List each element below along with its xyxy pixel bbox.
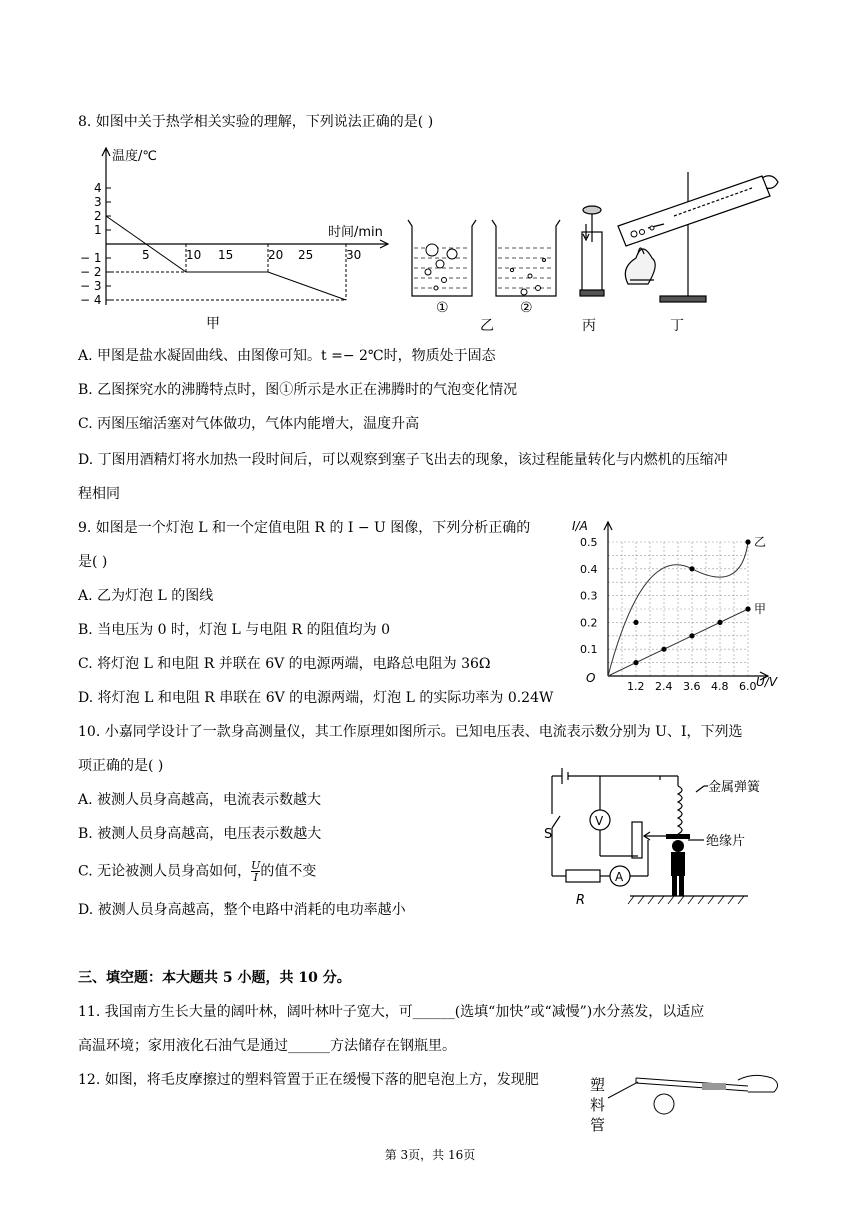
q10-stem-line1: 10. 小嘉同学设计了一款身高测量仪，其工作原理如图所示。已知电压表、电流表示数分别为 U、I，下列选 (78, 724, 743, 740)
q8-option-b: B. 乙图探究水的沸腾特点时，图①所示是水正在沸腾时的气泡变化情况 (78, 382, 518, 398)
q9-iu-chart (568, 512, 788, 692)
ytick-label: 0.4 (580, 562, 598, 576)
ytick-label: 1 (94, 223, 102, 237)
series-jia-label: 甲 (754, 602, 767, 616)
spring-label: 金属弹簧 (708, 780, 761, 795)
ytick-label: 0.3 (580, 589, 598, 603)
q10-circuit-diagram (544, 764, 788, 912)
q10-option-c-text: C. 无论被测人员身高如何， (78, 863, 252, 880)
q9-option-c: C. 将灯泡 L 和电阻 R 并联在 6V 的电源两端，电路总电阻为 36Ω (78, 656, 491, 672)
ytick-label: 0.5 (580, 536, 598, 549)
xtick-label: 1.2 (627, 680, 645, 693)
xtick-label: 5 (142, 248, 150, 262)
data-point (689, 566, 694, 571)
data-point (633, 620, 638, 625)
beaker-label-1: ① (436, 300, 449, 316)
voltmeter-label: V (595, 814, 604, 828)
q9-option-a: A. 乙为灯泡 L 的图线 (78, 588, 214, 604)
q11-line1: 11. 我国南方生长大量的阔叶林，阔叶林叶子宽大，可______(选填“加快”或“减慢”)水分蒸发，以适应 (78, 1004, 705, 1020)
q8-test-tube-figure (612, 168, 782, 342)
q11-line2: 高温环境；家用液化石油气是通过______方法储存在钢瓶里。 (78, 1038, 456, 1054)
beaker-label-2: ② (520, 300, 533, 316)
ytick-label: 4 (94, 181, 102, 195)
xtick-label: 6.0 (739, 680, 757, 693)
q10-option-c (78, 860, 316, 883)
switch-label: S (544, 827, 553, 842)
data-point (633, 660, 638, 665)
data-point (661, 647, 666, 652)
section-title: 三、填空题：本大题共 5 小题，共 10 分。 (78, 970, 351, 986)
q8-option-d: D. 丁图用酒精灯将水加热一段时间后，可以观察到塞子飞出去的现象，该过程能量转化与内燃机的压缩冲 (78, 452, 728, 468)
q8-graph-ylabel: 温度/℃ (112, 149, 157, 164)
ytick-label: 2 (94, 209, 102, 223)
q9-option-b: B. 当电压为 0 时，灯泡 L 与电阻 R 的阻值均为 0 (78, 622, 390, 638)
page-footer: 第 3页，共 16页 (384, 1148, 476, 1162)
q9-chart-ylabel: I/A (572, 519, 588, 533)
q9-stem-line2: 是( ) (78, 554, 108, 570)
tube-label-char: 管 (590, 1116, 606, 1134)
q9-chart-xlabel: U/V (756, 675, 778, 689)
ammeter-label: A (615, 870, 624, 884)
q10-option-d: D. 被测人员身高越高，整个电路中消耗的电功率越小 (78, 902, 406, 918)
ytick-label: − 1 (80, 251, 102, 265)
xtick-label: 25 (298, 248, 314, 262)
insulator-label: 绝缘片 (706, 834, 746, 849)
ytick-label: − 4 (80, 293, 102, 307)
xtick-label: 15 (218, 248, 234, 262)
q8-caption-bing: 丙 (582, 318, 596, 334)
resistor-label: R (576, 893, 586, 908)
q10-option-a: A. 被测人员身高越高，电流表示数越大 (78, 792, 322, 808)
q8-beakers-figure (400, 212, 570, 342)
q8-caption-jia: 甲 (206, 316, 220, 332)
q8-stem: 8. 如图中关于热学相关实验的理解，下列说法正确的是( ) (78, 114, 434, 130)
xtick-label: 2.4 (655, 680, 673, 693)
xtick-label: 30 (346, 248, 362, 262)
ytick-label: − 2 (80, 265, 102, 279)
xtick-label: 4.8 (711, 680, 729, 693)
series-yi-label: 乙 (754, 535, 767, 549)
ratio-fraction: $\frac{U}{I}$ (251, 859, 261, 884)
xtick-label: 20 (268, 248, 284, 262)
tube-label-char: 塑 (590, 1076, 606, 1094)
xtick-label: 10 (186, 248, 202, 262)
q10-stem-line2: 项正确的是( ) (78, 758, 164, 774)
q9-stem-line1: 9. 如图是一个灯泡 L 和一个定值电阻 R 的 I − U 图像，下列分析正确的 (78, 520, 531, 536)
q10-option-c-tail: 的值不变 (260, 863, 317, 880)
q8-option-d-cont: 程相同 (78, 486, 120, 502)
q10-option-b: B. 被测人员身高越高，电压表示数越大 (78, 826, 322, 842)
q9-option-d: D. 将灯泡 L 和电阻 R 串联在 6V 的电源两端，灯泡 L 的实际功率为 0.24W (78, 690, 554, 706)
data-point (745, 539, 750, 544)
q9-chart-origin: O (586, 671, 596, 685)
tube-label-char: 料 (590, 1096, 606, 1114)
q8-option-a: A. 甲图是盐水凝固曲线、由图像可知。t =− 2℃时，物质处于固态 (78, 348, 496, 364)
data-point (689, 633, 694, 638)
q8-temperature-graph (78, 140, 398, 340)
ytick-label: 3 (94, 195, 102, 209)
q8-caption-yi: 乙 (480, 318, 494, 334)
ytick-label: − 3 (80, 279, 102, 293)
xtick-label: 3.6 (683, 680, 701, 693)
ytick-label: 0.1 (580, 643, 598, 657)
q12-line1: 12. 如图，将毛皮摩擦过的塑料管置于正在缓慢下落的肥皂泡上方，发现肥 (78, 1072, 539, 1088)
q12-plastic-tube-figure (588, 1068, 788, 1140)
q8-syringe-figure (574, 202, 610, 342)
q8-caption-ding: 丁 (670, 318, 684, 334)
q8-graph-xlabel: 时间/min (328, 225, 383, 240)
data-point (745, 606, 750, 611)
ytick-label: 0.2 (580, 616, 598, 630)
q8-option-c: C. 丙图压缩活塞对气体做功，气体内能增大，温度升高 (78, 416, 420, 432)
data-point (717, 620, 722, 625)
